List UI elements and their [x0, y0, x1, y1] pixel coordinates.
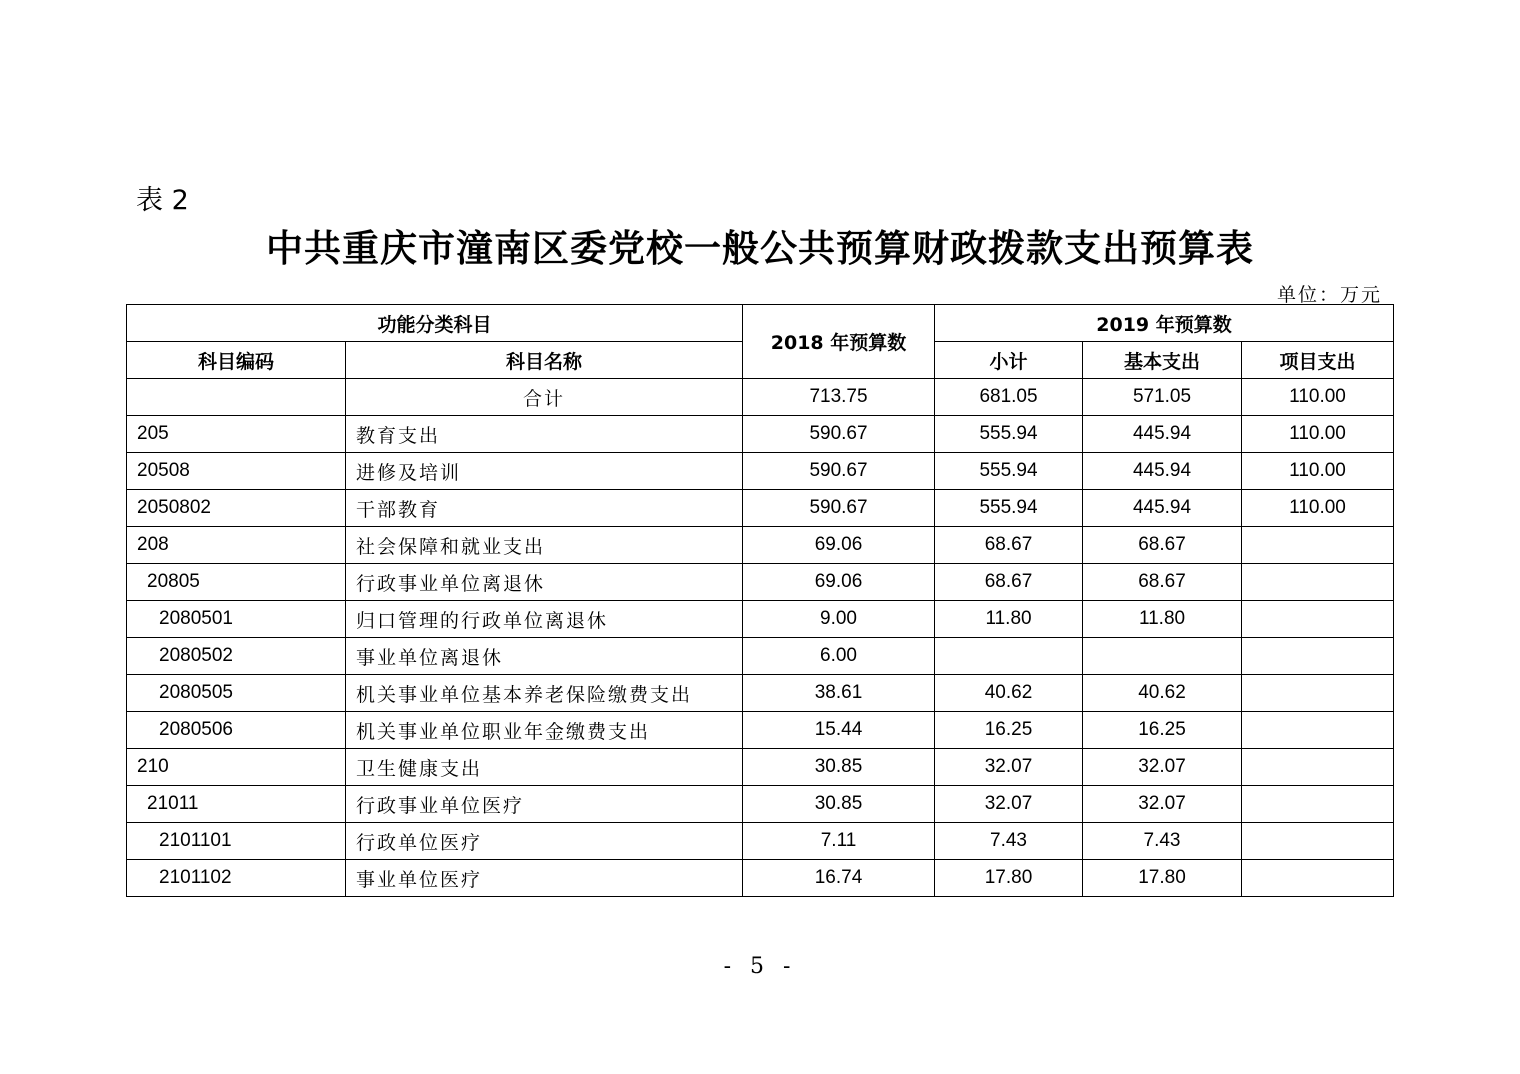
cell-name: 机关事业单位职业年金缴费支出	[346, 712, 743, 749]
cell-code: 2101101	[127, 823, 346, 860]
cell-code: 210	[127, 749, 346, 786]
cell-project: 110.00	[1242, 453, 1394, 490]
cell-basic: 445.94	[1083, 416, 1242, 453]
cell-subtotal: 555.94	[935, 416, 1083, 453]
cell-basic: 16.25	[1083, 712, 1242, 749]
cell-project	[1242, 749, 1394, 786]
table-row	[127, 601, 1394, 638]
header-row-1	[127, 305, 1394, 342]
cell-basic: 32.07	[1083, 786, 1242, 823]
header-budget-2019-group: 2019 年预算数	[935, 305, 1394, 342]
cell-code: 2101102	[127, 860, 346, 897]
budget-table	[126, 304, 1394, 897]
cell-name: 合计	[346, 379, 743, 416]
table-row	[127, 527, 1394, 564]
cell-basic	[1083, 638, 1242, 675]
cell-project	[1242, 675, 1394, 712]
header-basic: 基本支出	[1083, 342, 1242, 379]
cell-code: 2080505	[127, 675, 346, 712]
cell-budget-2018: 30.85	[743, 786, 935, 823]
cell-code: 205	[127, 416, 346, 453]
table-row	[127, 416, 1394, 453]
cell-code: 20805	[127, 564, 346, 601]
table-row	[127, 564, 1394, 601]
table-row	[127, 786, 1394, 823]
cell-basic: 40.62	[1083, 675, 1242, 712]
cell-project	[1242, 823, 1394, 860]
table-row	[127, 675, 1394, 712]
header-function-group: 功能分类科目	[127, 305, 743, 342]
cell-code: 208	[127, 527, 346, 564]
unit-label: 单位：万元	[1276, 284, 1382, 306]
cell-subtotal	[935, 638, 1083, 675]
cell-project	[1242, 527, 1394, 564]
cell-budget-2018: 69.06	[743, 564, 935, 601]
cell-budget-2018: 15.44	[743, 712, 935, 749]
cell-budget-2018: 6.00	[743, 638, 935, 675]
cell-code: 21011	[127, 786, 346, 823]
document-title: 中共重庆市潼南区委党校一般公共预算财政拨款支出预算表	[266, 227, 1254, 270]
header-budget-2018: 2018 年预算数	[743, 305, 935, 379]
cell-subtotal: 17.80	[935, 860, 1083, 897]
cell-subtotal: 7.43	[935, 823, 1083, 860]
total-row	[127, 379, 1394, 416]
cell-budget-2018: 16.74	[743, 860, 935, 897]
header-subtotal: 小计	[935, 342, 1083, 379]
cell-name: 机关事业单位基本养老保险缴费支出	[346, 675, 743, 712]
table-row	[127, 860, 1394, 897]
table-row	[127, 490, 1394, 527]
cell-basic: 32.07	[1083, 749, 1242, 786]
cell-subtotal: 32.07	[935, 749, 1083, 786]
cell-basic: 68.67	[1083, 527, 1242, 564]
page-number: - 5 -	[723, 954, 797, 979]
cell-project: 110.00	[1242, 490, 1394, 527]
cell-subtotal: 68.67	[935, 527, 1083, 564]
cell-project	[1242, 712, 1394, 749]
cell-budget-2018: 590.67	[743, 453, 935, 490]
cell-subtotal: 16.25	[935, 712, 1083, 749]
cell-project	[1242, 786, 1394, 823]
cell-name: 教育支出	[346, 416, 743, 453]
cell-subtotal: 40.62	[935, 675, 1083, 712]
cell-basic: 17.80	[1083, 860, 1242, 897]
cell-name: 行政事业单位医疗	[346, 786, 743, 823]
table-row	[127, 638, 1394, 675]
cell-name: 归口管理的行政单位离退休	[346, 601, 743, 638]
cell-code: 2080502	[127, 638, 346, 675]
cell-code	[127, 379, 346, 416]
cell-subtotal: 555.94	[935, 453, 1083, 490]
table-row	[127, 453, 1394, 490]
cell-name: 社会保障和就业支出	[346, 527, 743, 564]
cell-name: 行政事业单位离退休	[346, 564, 743, 601]
cell-basic: 571.05	[1083, 379, 1242, 416]
cell-code: 20508	[127, 453, 346, 490]
cell-name: 卫生健康支出	[346, 749, 743, 786]
cell-code: 2080501	[127, 601, 346, 638]
cell-name: 事业单位医疗	[346, 860, 743, 897]
table-row	[127, 749, 1394, 786]
cell-budget-2018: 713.75	[743, 379, 935, 416]
cell-budget-2018: 7.11	[743, 823, 935, 860]
cell-project	[1242, 638, 1394, 675]
cell-budget-2018: 9.00	[743, 601, 935, 638]
cell-subtotal: 32.07	[935, 786, 1083, 823]
cell-subtotal: 68.67	[935, 564, 1083, 601]
cell-name: 干部教育	[346, 490, 743, 527]
table-row	[127, 823, 1394, 860]
cell-project: 110.00	[1242, 416, 1394, 453]
cell-basic: 68.67	[1083, 564, 1242, 601]
cell-project	[1242, 601, 1394, 638]
header-project: 项目支出	[1242, 342, 1394, 379]
cell-budget-2018: 38.61	[743, 675, 935, 712]
cell-subtotal: 555.94	[935, 490, 1083, 527]
cell-budget-2018: 30.85	[743, 749, 935, 786]
table-row	[127, 712, 1394, 749]
table-label: 表 2	[136, 185, 189, 216]
cell-subtotal: 681.05	[935, 379, 1083, 416]
cell-budget-2018: 590.67	[743, 490, 935, 527]
cell-code: 2080506	[127, 712, 346, 749]
cell-project	[1242, 860, 1394, 897]
cell-basic: 445.94	[1083, 453, 1242, 490]
header-code: 科目编码	[127, 342, 346, 379]
cell-basic: 11.80	[1083, 601, 1242, 638]
cell-code: 2050802	[127, 490, 346, 527]
cell-name: 行政单位医疗	[346, 823, 743, 860]
cell-basic: 445.94	[1083, 490, 1242, 527]
cell-budget-2018: 590.67	[743, 416, 935, 453]
cell-subtotal: 11.80	[935, 601, 1083, 638]
cell-basic: 7.43	[1083, 823, 1242, 860]
cell-name: 进修及培训	[346, 453, 743, 490]
cell-project: 110.00	[1242, 379, 1394, 416]
cell-name: 事业单位离退休	[346, 638, 743, 675]
cell-budget-2018: 69.06	[743, 527, 935, 564]
header-name: 科目名称	[346, 342, 743, 379]
cell-project	[1242, 564, 1394, 601]
